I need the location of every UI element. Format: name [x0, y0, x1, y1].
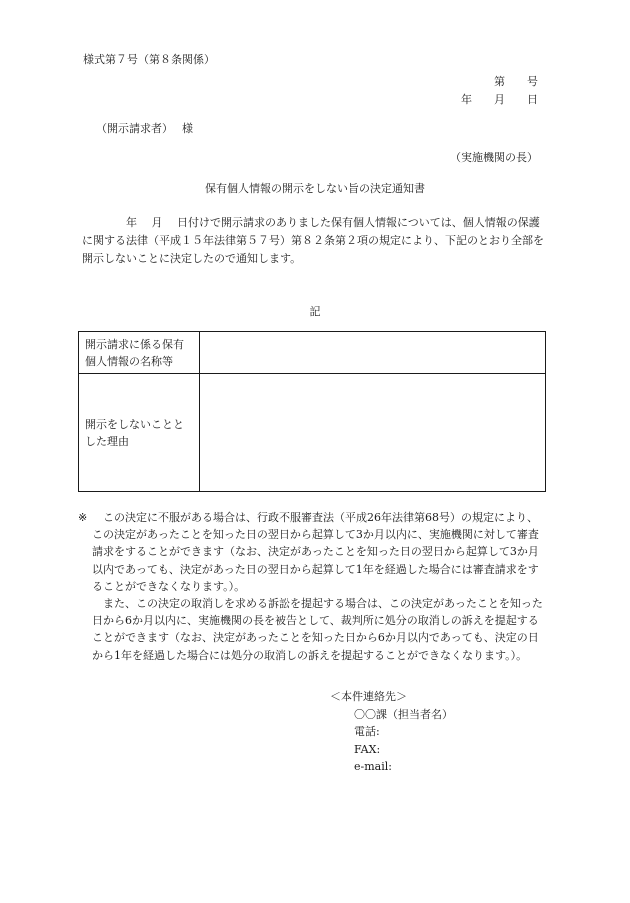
- contact-email: e-mail:: [354, 760, 392, 773]
- contact-department: 〇〇課（担当者名）: [354, 707, 453, 721]
- note-paragraph-2: また、この決定の取消しを求める訴訟を提起する場合は、この決定があったことを知った日から6か月以内に、実施機関の長を被告として、裁判所に処分の取消しの訴えを提起することができます（なお、決定があったことを知った日から6か月以内であっても、決定の日から1年を経過した場合には処分の取消しの訴えを提起することができなくなります。）。: [92, 597, 543, 662]
- document-date: 年 月 日: [461, 93, 538, 106]
- form-number: 様式第７号（第８条関係）: [83, 53, 215, 66]
- table-row: [79, 374, 546, 492]
- contact-header: ＜本件連絡先＞: [330, 690, 407, 703]
- contact-fax: FAX:: [354, 742, 381, 756]
- document-title: 保有個人情報の開示をしない旨の決定通知書: [205, 182, 425, 195]
- agency-head: （実施機関の長）: [450, 151, 538, 164]
- requester-name: （開示請求者） 様: [96, 122, 193, 135]
- table-label-reason: 開示をしないこととした理由: [79, 374, 200, 492]
- contact-block: [330, 688, 453, 776]
- note-mark: ※: [78, 511, 88, 524]
- ki-heading: 記: [309, 305, 321, 318]
- document-number: 第 号: [494, 75, 538, 88]
- notes-section: [78, 509, 548, 664]
- table-value-info-name: [200, 332, 546, 374]
- note-paragraph-1: [78, 509, 548, 595]
- table-row: [79, 332, 546, 374]
- table-label-info-name: 開示請求に係る保有個人情報の名称等: [79, 332, 200, 374]
- info-table: [78, 331, 546, 492]
- table-value-reason: [200, 374, 546, 492]
- body-paragraph: 年 月 日付けで開示請求のありました保有個人情報については、個人情報の保護に関する法律（平成１５年法律第５７号）第８２条第２項の規定により、下記のとおり全部を開示しないことに決定したので通知します。: [82, 216, 544, 265]
- note-text-1: この決定に不服がある場合は、行政不服審査法（平成26年法律第68号）の規定により、この決定があったことを知った日の翌日から起算して3か月以内に、実施機関に対して審査請求をすることができます（なお、決定があったことを知った日の翌日から起算して3か月以内であっても、決定があった日の翌日から起算して1年を経過した場合には審査請求をすることができなくなります。）。: [92, 511, 539, 593]
- contact-phone: 電話:: [354, 725, 380, 738]
